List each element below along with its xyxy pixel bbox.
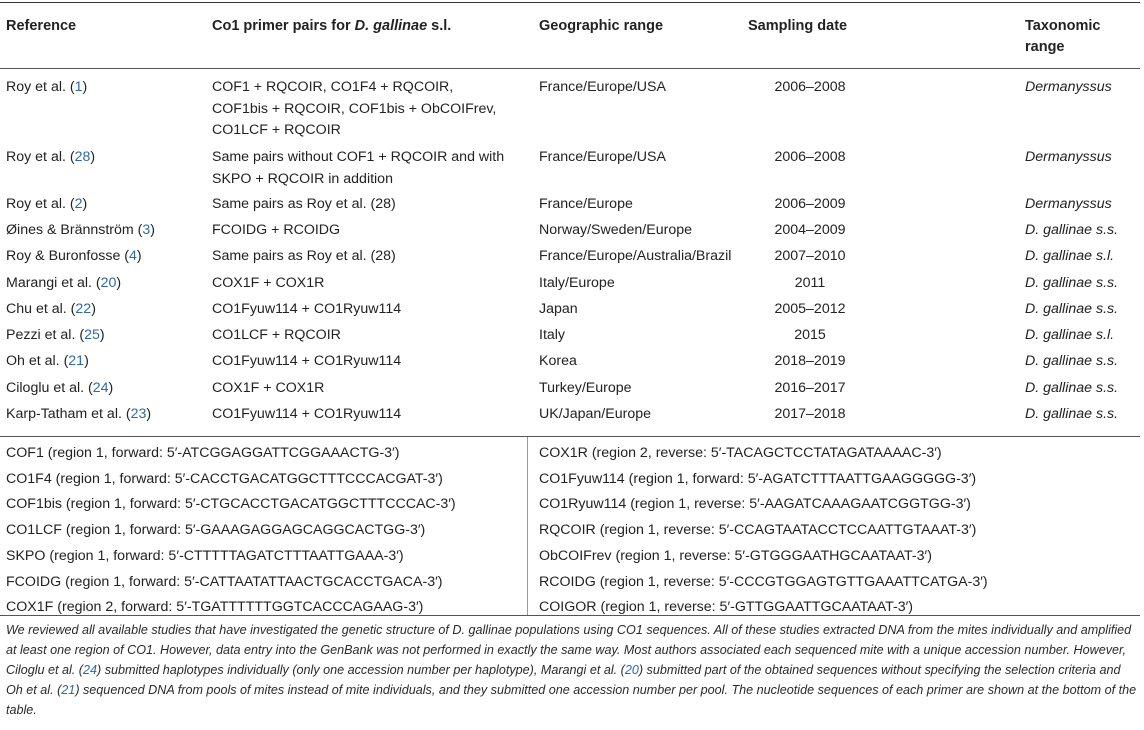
- reference-author: Roy et al. (: [6, 79, 75, 95]
- reference-close: ): [84, 353, 89, 369]
- taxonomic-range-cell: D. gallinae s.s.: [1025, 353, 1119, 369]
- reference-close: ): [136, 248, 142, 264]
- geographic-range-cell: France/Europe: [539, 196, 633, 212]
- sequence-rule: [0, 436, 1140, 437]
- geographic-range-cell: Japan: [539, 301, 578, 317]
- primer-line: Same pairs without COF1 + RQCOIR and with: [212, 149, 505, 165]
- reference-citation-link[interactable]: 21: [68, 353, 85, 369]
- taxonomic-range-cell: Dermanyssus: [1025, 79, 1112, 95]
- sampling-date-cell: 2006–2008: [774, 149, 846, 165]
- reference-citation-link[interactable]: 23: [130, 406, 147, 422]
- reference-citation-link[interactable]: 28: [74, 149, 91, 165]
- reference-cell: [6, 77, 206, 99]
- reference-author: Karp-Tatham et al. (: [6, 406, 131, 422]
- reference-citation-link[interactable]: 25: [84, 327, 100, 343]
- reference-citation-link[interactable]: 3: [142, 222, 151, 238]
- primer-sequence: SKPO (region 1, forward: 5′-CTTTTTAGATCTTTAATTGAAA-3′): [6, 548, 404, 564]
- primer-pairs-cell: [212, 246, 542, 268]
- sampling-date-cell: 2004–2009: [774, 222, 846, 238]
- reference-author: Øines & Brännström (: [6, 222, 143, 238]
- sampling-date-cell: 2011: [794, 275, 826, 291]
- primer-sequence: COF1bis (region 1, forward: 5′-CTGCACCTGACATGGCTTTCCCAC-3′): [6, 496, 456, 512]
- reference-author: Roy & Buronfosse (: [6, 248, 130, 264]
- reference-cell: [6, 351, 206, 373]
- reference-citation-link[interactable]: 22: [75, 301, 92, 317]
- sampling-date-cell: 2018–2019: [774, 353, 846, 369]
- primer-sequence: CO1F4 (region 1, forward: 5′-CACCTGACATGGCTTTCCCACGAT-3′): [6, 471, 443, 487]
- primer-line: CO1Fyuw114 + CO1Ryuw114: [212, 301, 402, 317]
- primer-line: SKPO + RQCOIR in addition: [212, 170, 393, 187]
- header-primers-pre: Co1 primer pairs for: [212, 18, 355, 34]
- reference-author: Marangi et al. (: [6, 275, 101, 291]
- primer-line: CO1LCF + RQCOIR: [212, 327, 341, 343]
- reference-cell: [6, 325, 206, 347]
- geographic-range-cell: Korea: [539, 353, 577, 369]
- reference-close: ): [91, 301, 96, 317]
- reference-author: Roy et al. (: [6, 196, 75, 212]
- header-tax-line2: range: [1025, 39, 1065, 55]
- geographic-range-cell: Turkey/Europe: [539, 380, 632, 396]
- primer-sequence: CO1Fyuw114 (region 1, forward: 5′-AGATCTTTAATTGAAGGGGG-3′): [539, 471, 977, 487]
- geographic-range-cell: France/Europe/USA: [539, 79, 666, 95]
- primer-sequence: ObCOIFrev (region 1, reverse: 5′-GTGGGAATHGCAATAAT-3′): [539, 548, 932, 564]
- taxonomic-range-cell: D. gallinae s.s.: [1025, 380, 1119, 396]
- reference-cell: [6, 246, 206, 268]
- primer-pairs-cell: [212, 77, 542, 142]
- sampling-date-cell: 2006–2009: [774, 196, 846, 212]
- primer-pairs-cell: [212, 378, 542, 400]
- taxonomic-range-cell: Dermanyssus: [1025, 196, 1112, 212]
- reference-cell: [6, 273, 206, 295]
- reference-citation-link[interactable]: 2: [74, 196, 83, 212]
- sampling-date-cell: 2007–2010: [774, 248, 846, 264]
- primer-line: Same pairs as Roy et al. (28): [212, 196, 396, 212]
- primer-line: CO1Fyuw114 + CO1Ryuw114: [212, 406, 402, 422]
- primer-sequence: COX1F (region 2, forward: 5′-TGATTTTTTGGTCACCCAGAAG-3′): [6, 599, 424, 615]
- top-rule: [0, 2, 1140, 3]
- header-tax-line1: Taxonomic: [1025, 18, 1101, 34]
- header-primers: [212, 16, 451, 37]
- reference-close: ): [116, 275, 122, 291]
- reference-author: Chu et al. (: [6, 301, 76, 317]
- primer-pairs-cell: [212, 351, 542, 373]
- note-text-2: ) submitted haplotypes individually (only one accession number per haplotype), Marangi et al. (: [97, 663, 625, 677]
- primer-sequence: COIGOR (region 1, reverse: 5′-GTTGGAATTGCAATAAT-3′): [539, 599, 913, 615]
- geographic-range-cell: UK/Japan/Europe: [539, 406, 651, 422]
- table-footnote: [6, 620, 1138, 720]
- primer-pairs-cell: [212, 299, 542, 321]
- note-citation-24[interactable]: 24: [83, 663, 98, 677]
- reference-citation-link[interactable]: 1: [74, 79, 83, 95]
- reference-close: ): [82, 79, 88, 95]
- primer-sequence: COX1R (region 2, reverse: 5′-TACAGCTCCTATAGATAAAAC-3′): [539, 445, 942, 461]
- reference-cell: [6, 220, 206, 242]
- reference-cell: [6, 194, 206, 216]
- taxonomic-range-cell: D. gallinae s.l.: [1025, 248, 1115, 264]
- primer-pairs-cell: [212, 194, 542, 216]
- note-text-4: ) sequenced DNA from pools of mites instead of mite individuals, and they submitted one accession number per pool. The nucleotide sequences of each primer are shown at the bottom of the table.: [6, 683, 1137, 717]
- note-citation-21[interactable]: 21: [61, 683, 76, 697]
- reference-author: Roy et al. (: [6, 149, 75, 165]
- geographic-range-cell: Italy/Europe: [539, 275, 615, 291]
- taxonomic-range-cell: D. gallinae s.l.: [1025, 327, 1115, 343]
- primer-sequence: FCOIDG (region 1, forward: 5′-CATTAATATTAACTGCACCTGACA-3′): [6, 574, 443, 590]
- geographic-range-cell: Norway/Sweden/Europe: [539, 222, 692, 238]
- reference-close: ): [108, 380, 114, 396]
- note-text-1: We reviewed all available studies that have investigated the genetic structure of D. gallinae populations using CO1 sequences. All of these studies extracted DNA from the mites individually and amplified at least one region of CO1. However, data entry into the GenBank was not performed in exactly the same way. Most authors associated each sequenced mite with a unique accession number. However, Ciloglu et al. (: [6, 623, 1132, 677]
- reference-author: Ciloglu et al. (: [6, 380, 93, 396]
- reference-close: ): [150, 222, 156, 238]
- header-reference: Reference: [6, 18, 77, 34]
- header-rule: [0, 68, 1140, 69]
- reference-cell: [6, 404, 206, 426]
- primer-sequence: RQCOIR (region 1, reverse: 5′-CCAGTAATACCTCCAATTGTAAAT-3′): [539, 522, 977, 538]
- header-primers-post: s.l.: [427, 18, 452, 34]
- primer-line: COF1bis + RQCOIR, COF1bis + ObCOIFrev,: [212, 100, 497, 117]
- sampling-date-cell: 2016–2017: [774, 380, 846, 396]
- reference-citation-link[interactable]: 24: [92, 380, 109, 396]
- primer-pairs-cell: [212, 325, 542, 347]
- reference-close: ): [146, 406, 152, 422]
- reference-citation-link[interactable]: 4: [129, 248, 137, 264]
- header-tax: [1025, 16, 1100, 58]
- primer-pairs-cell: [212, 147, 542, 190]
- sequence-divider: [527, 437, 528, 615]
- reference-author: Oh et al. (: [6, 353, 69, 369]
- primer-line: COX1F + COX1R: [212, 275, 325, 291]
- reference-cell: [6, 147, 206, 169]
- sampling-date-cell: 2006–2008: [774, 79, 846, 95]
- primer-line: COF1 + RQCOIR, CO1F4 + RQCOIR,: [212, 79, 454, 95]
- primer-line: CO1Fyuw114 + CO1Ryuw114: [212, 353, 402, 369]
- primer-sequence: CO1LCF (region 1, forward: 5′-GAAAGAGGAGCAGGCACTGG-3′): [6, 522, 426, 538]
- reference-author: Pezzi et al. (: [6, 327, 85, 343]
- primer-line: CO1LCF + RQCOIR: [212, 122, 341, 138]
- reference-cell: [6, 378, 206, 400]
- bottom-rule: [0, 615, 1140, 616]
- geographic-range-cell: France/Europe/USA: [539, 149, 666, 165]
- taxonomic-range-cell: D. gallinae s.s.: [1025, 222, 1119, 238]
- reference-close: ): [82, 196, 88, 212]
- sampling-date-cell: 2005–2012: [774, 301, 846, 317]
- header-geo: Geographic range: [539, 18, 664, 34]
- note-text-3: ) submitted part of the obtained sequences without specifying the selection criteria and Oh et al. (: [6, 663, 1121, 697]
- primer-pairs-cell: [212, 273, 542, 295]
- reference-close: ): [99, 327, 105, 343]
- primer-line: COX1F + COX1R: [212, 380, 325, 396]
- primer-pairs-cell: [212, 220, 542, 242]
- reference-close: ): [90, 149, 96, 165]
- reference-cell: [6, 299, 206, 321]
- primer-sequence: CO1Ryuw114 (region 1, reverse: 5′-AAGATCAAAGAATCGGTGG-3′): [539, 496, 971, 512]
- header-date: Sampling date: [748, 18, 848, 34]
- taxonomic-range-cell: D. gallinae s.s.: [1025, 275, 1119, 291]
- taxonomic-range-cell: Dermanyssus: [1025, 149, 1112, 165]
- header-primers-species: D. gallinae: [354, 18, 428, 34]
- primer-sequence: COF1 (region 1, forward: 5′-ATCGGAGGATTCGGAAACTG-3′): [6, 445, 400, 461]
- primer-pairs-cell: [212, 404, 542, 426]
- primer-sequence: RCOIDG (region 1, reverse: 5′-CCCGTGGAGTGTTGAAATTCATGA-3′): [539, 574, 988, 590]
- geographic-range-cell: Italy: [539, 327, 566, 343]
- geographic-range-cell: France/Europe/Australia/Brazil: [539, 248, 732, 264]
- sampling-date-cell: 2015: [794, 327, 826, 343]
- note-citation-20[interactable]: 20: [624, 663, 639, 677]
- taxonomic-range-cell: D. gallinae s.s.: [1025, 301, 1119, 317]
- primer-line: Same pairs as Roy et al. (28): [212, 248, 396, 264]
- primer-line: FCOIDG + RCOIDG: [212, 222, 341, 238]
- reference-citation-link[interactable]: 20: [100, 275, 117, 291]
- taxonomic-range-cell: D. gallinae s.s.: [1025, 406, 1119, 422]
- sampling-date-cell: 2017–2018: [774, 406, 846, 422]
